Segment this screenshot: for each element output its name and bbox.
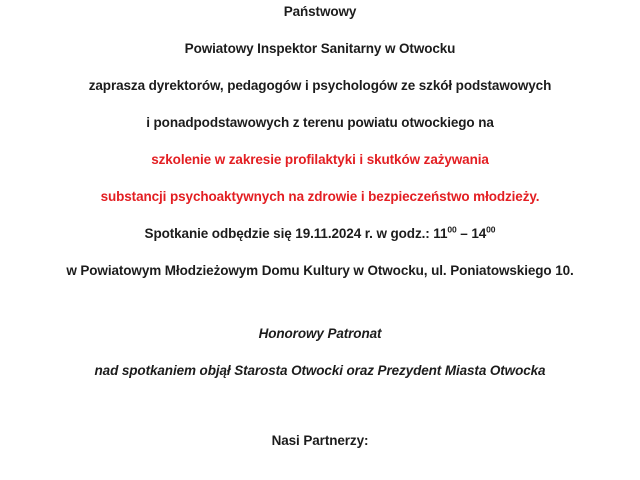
training-topic-line1: szkolenie w zakresie profilaktyki i skutków zażywania — [151, 152, 489, 167]
invitation-line1: zaprasza dyrektorów, pedagogów i psychologów ze szkół podstawowych — [88, 78, 552, 93]
org-name-line1: Państwowy — [283, 4, 357, 19]
meeting-datetime-line — [0, 226, 640, 242]
start-hour-minutes-superscript: 00 — [447, 224, 457, 235]
partners-heading: Nasi Partnerzy: — [271, 433, 369, 448]
training-topic-line2: substancji psychoaktywnych na zdrowie i bezpieczeństwo młodzieży. — [100, 189, 540, 204]
end-hour-minutes-superscript: 00 — [486, 224, 496, 235]
meeting-datetime-text: Spotkanie odbędzie się 19.11.2024 r. w godz.: 11 — [144, 226, 448, 241]
patronage-text: nad spotkaniem objął Starosta Otwocki oraz Prezydent Miasta Otwocka — [94, 363, 546, 378]
patronage-heading: Honorowy Patronat — [258, 326, 382, 341]
meeting-datetime-dash: – 14 — [456, 226, 487, 241]
org-name-line2: Powiatowy Inspektor Sanitarny w Otwocku — [184, 41, 456, 56]
invitation-line2: i ponadpodstawowych z terenu powiatu otwockiego na — [146, 115, 494, 130]
meeting-location-line: w Powiatowym Młodzieżowym Domu Kultury w Otwocku, ul. Poniatowskiego 10. — [66, 263, 574, 278]
